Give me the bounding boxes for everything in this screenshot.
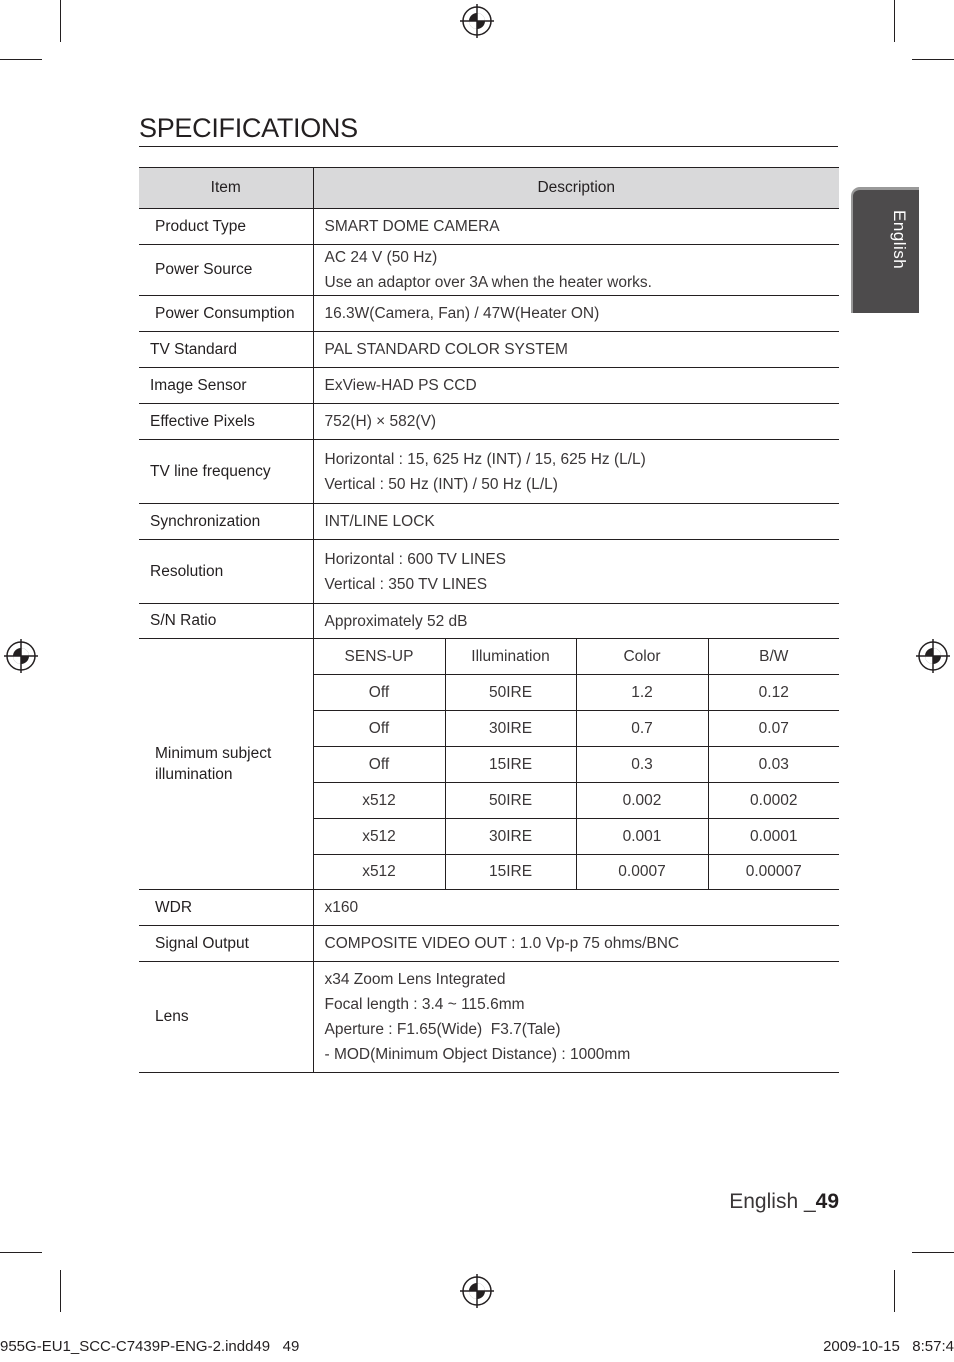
illumination-cell: 0.07 [708, 711, 839, 747]
illumination-cell: Off [313, 711, 445, 747]
table-row [139, 332, 839, 368]
language-tab [851, 187, 919, 313]
spec-value: Approximately 52 dB [313, 604, 839, 639]
table-row [139, 962, 839, 1073]
illumination-cell: 0.12 [708, 675, 839, 711]
registration-mark-icon [4, 639, 38, 673]
crop-mark [912, 59, 954, 60]
illumination-cell: 0.00007 [708, 855, 839, 890]
spec-value: PAL STANDARD COLOR SYSTEM [313, 332, 839, 368]
spec-item: Synchronization [139, 504, 313, 540]
crop-mark [0, 1252, 42, 1253]
spec-value: Horizontal : 600 TV LINES Vertical : 350 TV LINES [313, 540, 839, 604]
crop-mark [60, 1270, 61, 1312]
spec-item: Lens [139, 962, 313, 1073]
crop-mark [912, 1252, 954, 1253]
illumination-cell: 0.0007 [576, 855, 708, 890]
spec-item: Power Consumption [139, 296, 313, 332]
spec-value: x34 Zoom Lens Integrated Focal length : 3.4 ~ 115.6mm Aperture : F1.65(Wide) F3.7(Tale) - MOD(Minimum Object Distance) : 1000mm [313, 962, 839, 1073]
illumination-header-row [139, 639, 839, 675]
spec-item: TV Standard [139, 332, 313, 368]
spec-value: COMPOSITE VIDEO OUT : 1.0 Vp-p 75 ohms/BNC [313, 926, 839, 962]
illumination-cell: 0.3 [576, 747, 708, 783]
header-item: Item [139, 168, 313, 209]
table-row [139, 404, 839, 440]
illumination-cell: 0.002 [576, 783, 708, 819]
spec-item: Image Sensor [139, 368, 313, 404]
spec-value: INT/LINE LOCK [313, 504, 839, 540]
print-slug-filename: 955G-EU1_SCC-C7439P-ENG-2.indd49 49 [0, 1338, 300, 1355]
illumination-cell: Off [313, 747, 445, 783]
registration-mark-icon [460, 1274, 494, 1308]
spec-value: 752(H) × 582(V) [313, 404, 839, 440]
illumination-cell: 0.03 [708, 747, 839, 783]
table-row [139, 209, 839, 245]
spec-value: AC 24 V (50 Hz) Use an adaptor over 3A when the heater works. [313, 245, 839, 296]
spec-item: Signal Output [139, 926, 313, 962]
spec-value: 16.3W(Camera, Fan) / 47W(Heater ON) [313, 296, 839, 332]
spec-item: Minimum subject illumination [139, 639, 313, 890]
table-row [139, 296, 839, 332]
registration-mark-icon [916, 639, 950, 673]
spec-value: SMART DOME CAMERA [313, 209, 839, 245]
header-description: Description [313, 168, 839, 209]
table-row [139, 890, 839, 926]
language-tab-label: English [890, 210, 909, 270]
spec-item: Resolution [139, 540, 313, 604]
table-row [139, 440, 839, 504]
illumination-cell: 0.001 [576, 819, 708, 855]
spec-item: TV line frequency [139, 440, 313, 504]
table-header-row [139, 168, 839, 209]
table-row [139, 504, 839, 540]
page-title: SPECIFICATIONS [139, 110, 838, 147]
spec-value: ExView-HAD PS CCD [313, 368, 839, 404]
spec-value: x160 [313, 890, 839, 926]
illumination-cell: x512 [313, 783, 445, 819]
specifications-table [139, 167, 839, 1073]
table-row [139, 926, 839, 962]
table-row [139, 245, 839, 296]
table-row [139, 540, 839, 604]
print-slug-timestamp: 2009-10-15 8:57:4 [823, 1338, 954, 1355]
illumination-cell: 15IRE [445, 747, 576, 783]
illumination-cell: 30IRE [445, 819, 576, 855]
crop-mark [0, 59, 42, 60]
illumination-cell: 50IRE [445, 675, 576, 711]
page-number: English _49 [729, 1190, 839, 1213]
table-row [139, 604, 839, 639]
spec-item: Product Type [139, 209, 313, 245]
illumination-cell: 30IRE [445, 711, 576, 747]
illumination-cell: 0.7 [576, 711, 708, 747]
illumination-cell: 1.2 [576, 675, 708, 711]
illumination-cell: 0.0002 [708, 783, 839, 819]
spec-value: Horizontal : 15, 625 Hz (INT) / 15, 625 Hz (L/L) Vertical : 50 Hz (INT) / 50 Hz (L/L) [313, 440, 839, 504]
illumination-col-header: Color [576, 639, 708, 675]
spec-item: S/N Ratio [139, 604, 313, 639]
crop-mark [60, 0, 61, 42]
illumination-cell: 50IRE [445, 783, 576, 819]
illumination-cell: x512 [313, 819, 445, 855]
table-row [139, 368, 839, 404]
illumination-col-header: B/W [708, 639, 839, 675]
illumination-col-header: SENS-UP [313, 639, 445, 675]
registration-mark-icon [460, 4, 494, 38]
illumination-cell: 0.0001 [708, 819, 839, 855]
spec-item: WDR [139, 890, 313, 926]
crop-mark [894, 0, 895, 42]
illumination-cell: Off [313, 675, 445, 711]
spec-item: Effective Pixels [139, 404, 313, 440]
spec-item: Power Source [139, 245, 313, 296]
illumination-col-header: Illumination [445, 639, 576, 675]
illumination-cell: x512 [313, 855, 445, 890]
illumination-cell: 15IRE [445, 855, 576, 890]
crop-mark [894, 1270, 895, 1312]
